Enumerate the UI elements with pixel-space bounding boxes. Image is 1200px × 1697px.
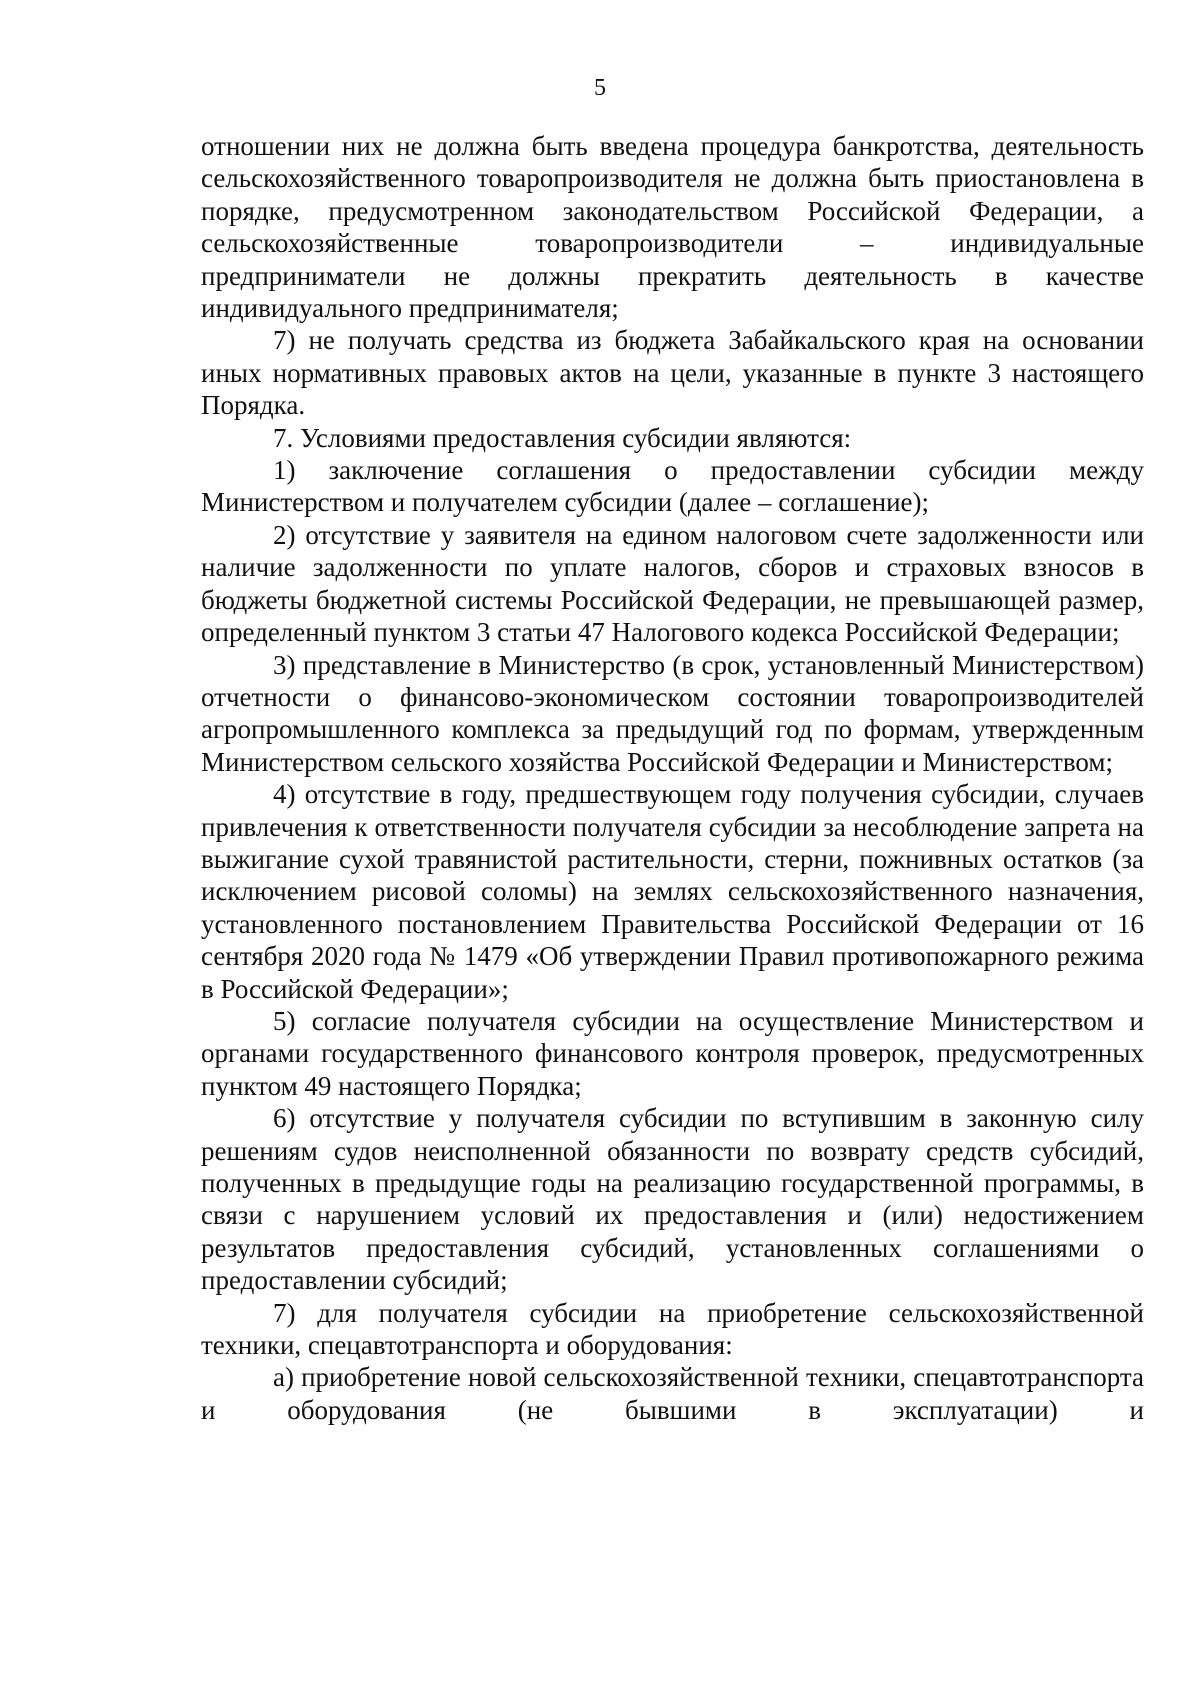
paragraph-condition-7a: а) приобретение новой сельскохозяйственной техники, спецавтотранспорта и оборудования (не бывшими в эксплуатации) и xyxy=(201,1362,1144,1425)
page-number: 5 xyxy=(594,75,606,101)
paragraph-condition-2: 2) отсутствие у заявителя на едином налоговом счете задолженности или наличие задолженности по уплате налогов, сборов и страховых взносов в бюджеты бюджетной системы Российской Федерации, не превышающей размер, определенный пунктом 3 статьи 47 Налогового кодекса Российской Федерации; xyxy=(201,519,1144,648)
paragraph-section-7-heading: 7. Условиями предоставления субсидии являются: xyxy=(273,422,852,453)
paragraph-continuation: отношении них не должна быть введена процедура банкротства, деятельность сельскохозяйственного товаропроизводителя не должна быть приостановлена в порядке, предусмотренном законодательством Российской Федерации, а сельскохозяйственные товаропроизводители – индивидуальные предприниматели не должны прекратить деятельность в качестве индивидуального предпринимателя; xyxy=(201,131,1144,324)
paragraph-item-7-not-receive-funds: 7) не получать средства из бюджета Забайкальского края на основании иных нормативных правовых актов на цели, указанные в пункте 3 настоящего Порядка. xyxy=(201,325,1144,421)
paragraph-condition-1: 1) заключение соглашения о предоставлении субсидии между Министерством и получателем субсидии (далее – соглашение); xyxy=(201,455,1144,518)
paragraph-condition-4: 4) отсутствие в году, предшествующем году получения субсидии, случаев привлечения к ответственности получателя субсидии за несоблюдение запрета на выжигание сухой травянистой растительности, стерни, пожнивных остатков (за исключением рисовой соломы) на землях сельскохозяйственного назначения, установленного постановлением Правительства Российской Федерации от 16 сентября 2020 года № 1479 «Об утверждении Правил противопожарного режима в Российской Федерации»; xyxy=(201,779,1144,1004)
paragraph-condition-3: 3) представление в Министерство (в срок, установленный Министерством) отчетности о финансово-экономическом состоянии товаропроизводителей агропромышленного комплекса за предыдущий год по формам, утвержденным Министерством сельского хозяйства Российской Федерации и Министерством; xyxy=(201,649,1144,777)
paragraph-condition-7: 7) для получателя субсидии на приобретение сельскохозяйственной техники, спецавтотранспорта и оборудования: xyxy=(201,1297,1144,1361)
document-body xyxy=(201,130,1144,1426)
paragraph-condition-5: 5) согласие получателя субсидии на осуществление Министерством и органами государственного финансового контроля проверок, предусмотренных пунктом 49 настоящего Порядка; xyxy=(201,1005,1144,1101)
paragraph-condition-6: 6) отсутствие у получателя субсидии по вступившим в законную силу решениям судов неисполненной обязанности по возврату средств субсидий, полученных в предыдущие годы на реализацию государственной программы, в связи с нарушением условий их предоставления и (или) недостижением результатов предоставления субсидий, установленных соглашениями о предоставлении субсидий; xyxy=(201,1103,1144,1296)
